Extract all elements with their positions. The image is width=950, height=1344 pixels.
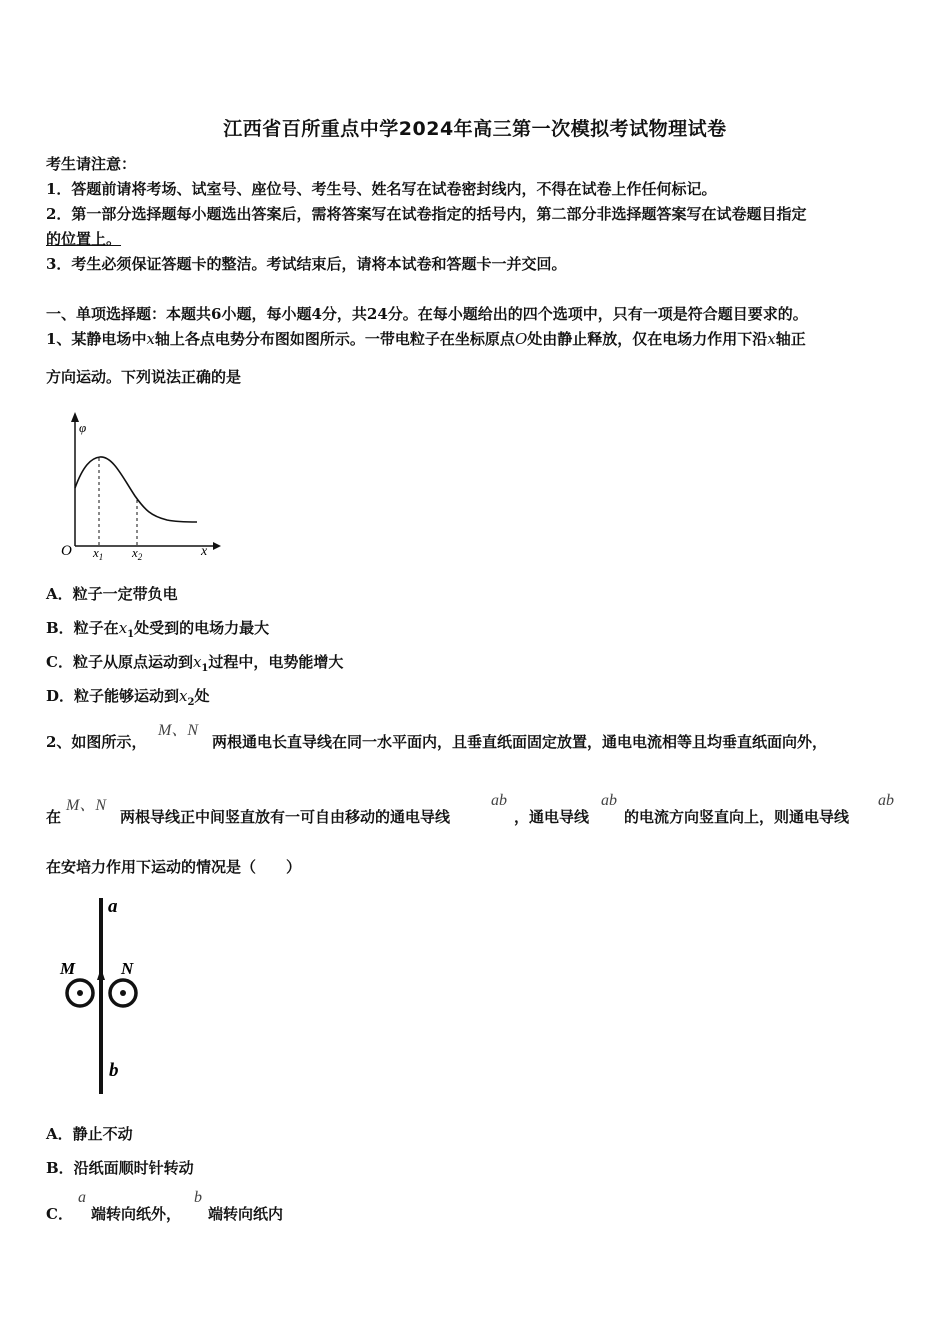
label-m: M — [60, 959, 76, 978]
label-b: b — [109, 1060, 119, 1081]
q1-option-c: C．粒子从原点运动到$x_1$过程中，电势能增大 — [46, 653, 344, 674]
q2-option-c-a-var: a — [78, 1189, 86, 1206]
section-heading: 一、单项选择题：本题共6小题，每小题4分，共24分。在每小题给出的四个选项中，只有一项是符合题目要求的。 — [46, 305, 808, 323]
label-a: a — [108, 896, 118, 917]
origin-label: O — [61, 543, 72, 559]
q1-option-b: B．粒子在$x_1$处受到的电场力最大 — [46, 619, 270, 640]
notice-item-2: 2．第一部分选择题每小题选出答案后，需将答案写在试卷指定的括号内，第二部分非选择题答案写在试卷题目指定 — [46, 205, 807, 223]
current-arrow — [97, 968, 105, 980]
phi-label: φ — [79, 420, 87, 435]
x2-label: $x_2$ — [132, 545, 143, 562]
q2-zai: 在 — [46, 808, 62, 826]
q2-option-c-post: 端转向纸内 — [208, 1205, 284, 1223]
q2-option-c-b-var: b — [194, 1189, 202, 1206]
notice-heading: 考生请注意： — [46, 155, 137, 173]
q2-stem-line2b: ，通电导线 — [514, 808, 590, 826]
q2-option-b: B．沿纸面顺时针转动 — [46, 1159, 194, 1177]
q2-option-a: A．静止不动 — [46, 1125, 133, 1143]
q1-stem-line1: 1、某静电场中x轴上各点电势分布图如图所示。一带电粒子在坐标原点O处由静止释放，仅在电场力作用下沿x轴正 — [46, 330, 806, 348]
x1-label: $x_1$ — [93, 545, 104, 562]
wire-n-dot — [120, 990, 126, 996]
q2-stem-line1: 两根通电长直导线在同一水平面内，且垂直纸面固定放置，通电电流相等且均垂直纸面向外， — [212, 733, 828, 751]
q2-stem-line2c: 的电流方向竖直向上，则通电导线 — [624, 808, 850, 826]
q2-lead: 2、如图所示， — [46, 733, 147, 751]
phi-axis-arrow — [71, 412, 79, 422]
q1-stem-line2: 方向运动。下列说法正确的是 — [46, 368, 242, 386]
q2-ab-var-1: ab — [491, 792, 507, 809]
notice-item-1: 1．答题前请将考场、试室号、座位号、考生号、姓名写在试卷密封线内，不得在试卷上作任何标记。 — [46, 180, 717, 198]
label-n: N — [121, 959, 134, 978]
q2-mn-var-2: M、N — [66, 797, 107, 814]
q2-stem-line3: 在安培力作用下运动的情况是（ ） — [46, 858, 302, 876]
q2-option-c-label: C． — [46, 1205, 73, 1223]
q2-stem-line2a: 两根导线正中间竖直放有一可自由移动的通电导线 — [120, 808, 451, 826]
x-axis-label: x — [201, 544, 208, 559]
q2-option-c-mid: 端转向纸外， — [91, 1205, 182, 1223]
wire-m-dot — [77, 990, 83, 996]
wire-figure — [50, 890, 160, 1100]
q2-mn-var: M、N — [158, 722, 199, 739]
potential-graph — [55, 408, 225, 566]
x-axis-arrow — [213, 542, 221, 550]
potential-curve — [75, 457, 197, 522]
q2-ab-var-2: ab — [601, 792, 617, 809]
notice-item-3: 3．考生必须保证答题卡的整洁。考试结束后，请将本试卷和答题卡一并交回。 — [46, 255, 567, 273]
q1-option-d: D．粒子能够运动到$x_2$处 — [46, 687, 210, 708]
notice-item-2-cont: 的位置上。 — [46, 230, 122, 248]
page-title: 江西省百所重点中学2024年高三第一次模拟考试物理试卷 — [223, 118, 727, 140]
q1-option-a: A．粒子一定带负电 — [46, 585, 178, 603]
q2-ab-var-3: ab — [878, 792, 894, 809]
